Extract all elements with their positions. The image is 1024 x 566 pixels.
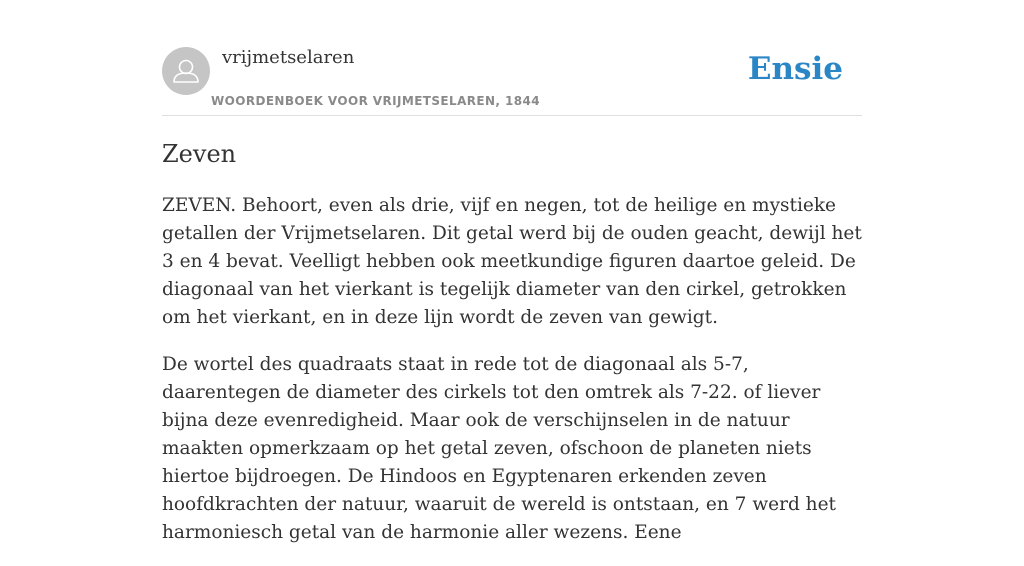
page-title: Zeven [162, 140, 237, 168]
user-silhouette-icon [162, 47, 210, 95]
brand-logo[interactable]: Ensie [747, 51, 843, 87]
source-link[interactable]: WOORDENBOEK VOOR VRIJMETSELAREN, 1844 [211, 94, 540, 108]
article-paragraph: ZEVEN. Behoort, even als drie, vijf en negen, tot de heilige en mystieke getallen der Vrijmetselaren. Dit getal werd bij de ouden geacht, dewijl het 3 en 4 bevat. Veelligt hebben ook meetkundige figuren daartoe geleid. De diagonaal van het vierkant is tegelijk diameter van den cirkel, getrokken om het vierkant, en in deze lijn wordt de zeven van gewigt. [162, 195, 862, 328]
page-header [162, 0, 862, 116]
user-avatar-icon[interactable] [162, 47, 210, 95]
article-paragraph: De wortel des quadraats staat in rede tot de diagonaal als 5-7, daarentegen de diameter des cirkels tot den omtrek als 7-22. of liever bijna deze evenredigheid. Maar ook de verschijnselen in de natuur maakten opmerkzaam op het getal zeven, ofschoon de planeten niets hiertoe bijdroegen. De Hindoos en Egyptenaren erkenden zeven hoofdkrachten der natuur, waaruit de wereld is ontstaan, en 7 werd het harmoniesch getal van de harmonie aller wezens. Eene [162, 354, 836, 543]
page-container [162, 0, 862, 543]
author-link[interactable]: vrijmetselaren [222, 47, 355, 68]
article-body [162, 192, 862, 566]
